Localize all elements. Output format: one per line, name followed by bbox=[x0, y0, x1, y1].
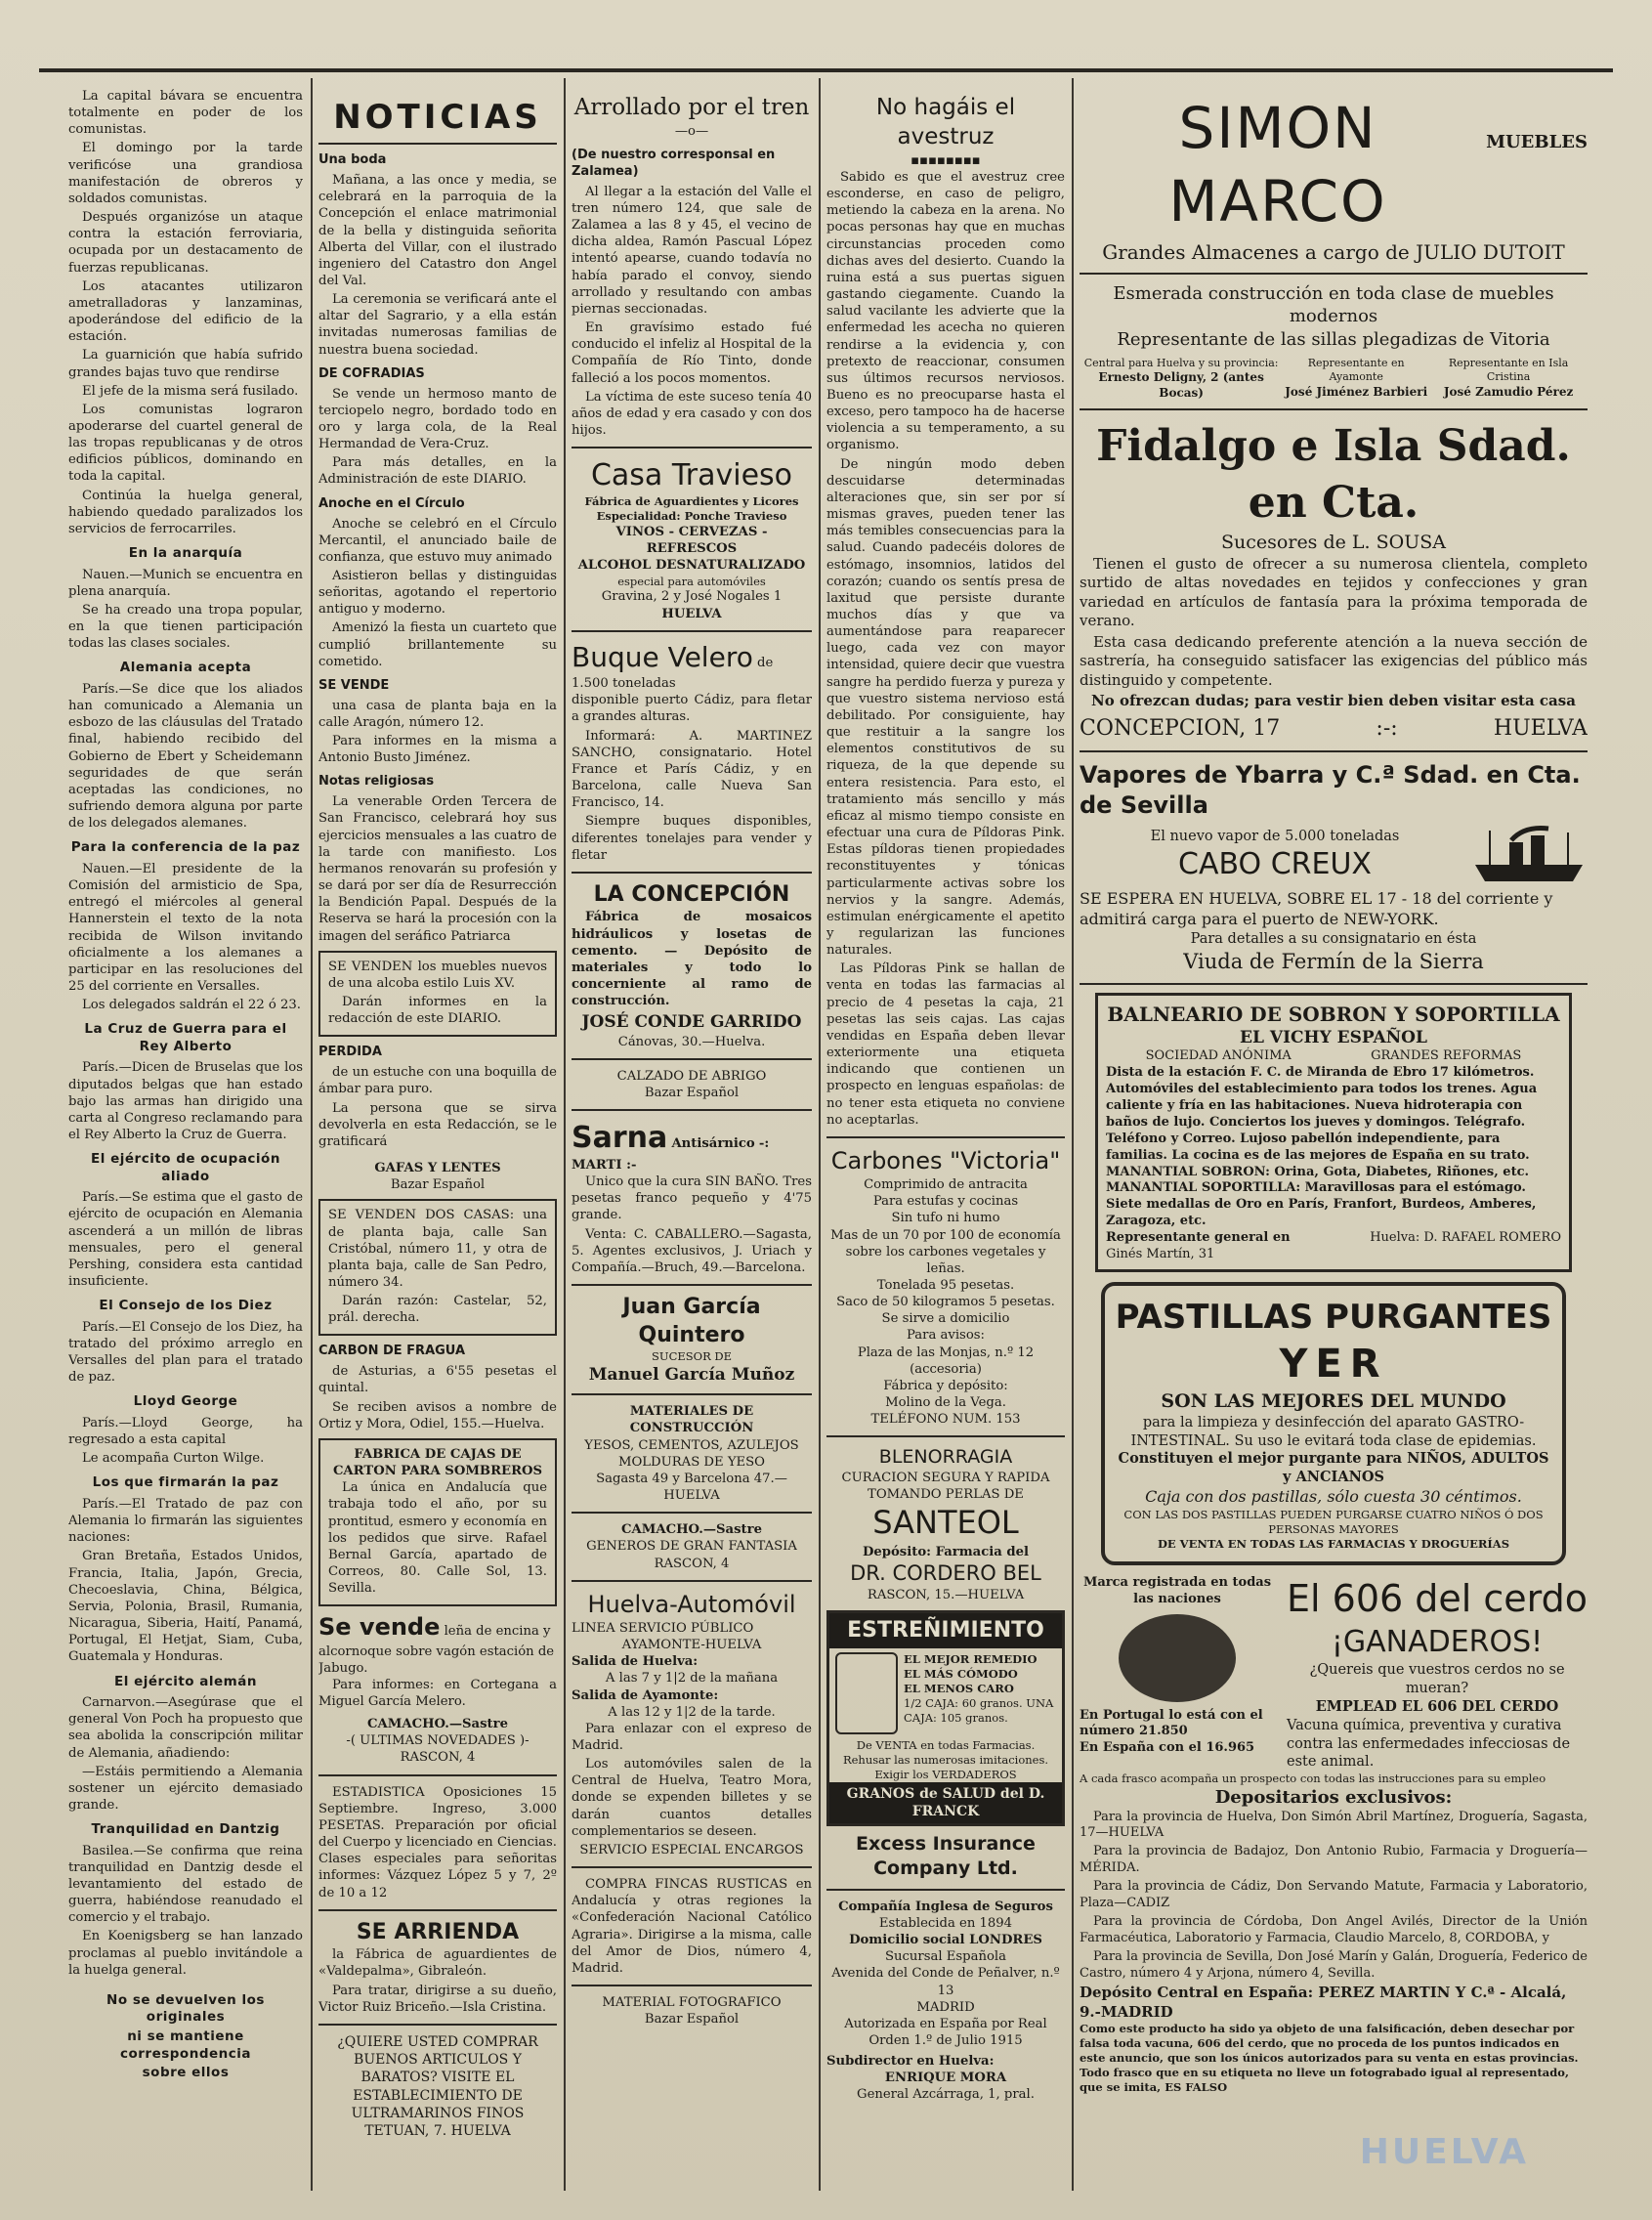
rep-role: Representante en Ayamonte bbox=[1307, 356, 1405, 384]
paragraph: Gran Bretaña, Estados Unidos, Francia, Italia, Japón, Grecia, Checoeslavia, China, Bélgica, Servia, Polonia, Brasil, Rumania, Nicaragua, Siberia, Haití, Panamá, Portugal, El Hetjat, Siam, Cuba, Guatemala y Honduras. bbox=[68, 1549, 303, 1665]
representative bbox=[1429, 357, 1588, 401]
paragraph: París.—Se estima que el gasto de ejército de ocupación en Alemania ascenderá a un millón de libras mensuales, pero el general Pershing, considera esta cantidad insuficiente. bbox=[68, 1190, 303, 1290]
column-divider bbox=[564, 78, 566, 2191]
paragraph: París.—El Consejo de los Diez, ha tratado del próximo arreglo en Versalles del plan para el tratado de paz. bbox=[68, 1319, 303, 1386]
carbon-line: Mas de un 70 por 100 de economía sobre los carbones vegetales y leñas. bbox=[830, 1227, 1061, 1276]
carbon-line: Molino de la Vega. bbox=[885, 1395, 1006, 1411]
depositary-line: Para la provincia de Huelva, Don Simón Abril Martínez, Droguería, Sagasta, 17—HUELVA bbox=[1080, 1809, 1588, 1841]
paragraph: La guarnición que había sufrido grandes bajas tuvo que rendirse bbox=[68, 348, 303, 380]
section-heading: Los que firmarán la paz bbox=[92, 1474, 279, 1491]
product-box-image bbox=[835, 1652, 898, 1734]
carbon-line: Para avisos: bbox=[907, 1328, 985, 1344]
paragraph: El domingo por la tarde verificóse una grandiosa manifestación de obreros y soldados comunistas. bbox=[68, 141, 303, 206]
ad-muebles: SE VENDEN los muebles nuevos de una alcoba estilo Luis XV. Darán informes en la redacción de este DIARIO. bbox=[318, 951, 557, 1038]
paragraph: La ceremonia se verificará ante el altar del Sagrario, y a ella están invitadas numerosas familias de nuestra buena sociedad. bbox=[318, 292, 557, 358]
section-heading: Anoche en el Círculo bbox=[318, 495, 465, 511]
rep-role: Central para Huelva y su provincia: bbox=[1083, 356, 1279, 369]
paragraph: París.—Se dice que los aliados han comunicado a Alemania un esbozo de las cláusulas del Tratado final, habiendo recibido del Gobierno de Ebert y Scheidemann seguridades de que serán aceptadas las condiciones, no sufriendo demora alguna por parte de los delegados alemanes. bbox=[68, 681, 303, 832]
carbon-line: Plaza de las Monjas, n.º 12 (accesoria) bbox=[857, 1345, 1035, 1377]
pig-icon bbox=[1119, 1614, 1236, 1702]
section-heading: SE VENDE bbox=[318, 677, 390, 693]
paragraph: Los atacantes utilizaron ametralladoras y lanzaminas, apoderándose del edificio de la estación. bbox=[68, 278, 303, 345]
carbon-line: Fábrica y depósito: bbox=[883, 1378, 1008, 1393]
paragraph: Para informes en la misma a Antonio Busto Jiménez. bbox=[318, 734, 557, 766]
paragraph: Mañana, a las once y media, se celebrará en la parroquia de la Concepción el enlace matrimonial de la bella y distinguida señorita Alberta del Villar, con el ilustrado ingeniero del Catastro don Angel del Val. bbox=[318, 173, 557, 289]
depositary-line: Para la provincia de Sevilla, Don José Marín y Galán, Droguería, Federico de Castro, número 4 y Arjona, número 4, Sevilla. bbox=[1080, 1948, 1588, 1981]
column-avestruz: No hagáis el avestruz ▪▪▪▪▪▪▪▪ Sabido es que el avestruz cree esconderse, en caso de peligro, metiendo la cabeza en la arena. No pocas personas hay que en muchas circunstancias proceden como dichas aves del desierto. Cuando la ruina está a sus puertas siguen gastando ciegamente. Cuando la salud vacilante les advierte que la enfermedad les acecha no quieren rendirse a la evidencia y, con pretexto de reaccionar, consumen sus últimos recursos nerviosos. Bueno es no preocuparse hasta el exceso, pero tampoco ha de hacerse violencia a su temperamento, a su organismo. De ningún modo deben descuidarse determinadas alteraciones que, sin ser por sí mismas graves, pueden tener las más temibles consecuencias para la salud. Cuando padecéis dolores de estómago, insomnios, latidos del corazón; cuando os sentís presa de laxitud que persiste durante muchos días y que va aumentándose para reaparecer luego, cada vez con mayor intensidad, quiere decir que vuestra sangre ha perdido fuerza y pureza y que vuestro sistema nervioso está debilitado. Por consiguiente, hay que restituir a la sangre los elementos constitutivos de su riqueza, de la que depende su entera resistencia. Para esto, el tratamiento más sencillo y más eficaz al mismo tiempo consiste en efectuar una cura de Píldoras Pink. Estas píldoras tienen propiedades reconstituyentes y tónicas particularmente activas sobre los nervios y la sangre. Además, estimulan enérgicamente el apetito y regularizan las funciones naturales. Las Píldoras Pink se hallan de venta en todas las farmacias al precio de 4 pesetas la caja, 21 pesetas las seis cajas. Las cajas vendidas en España deben llevar exteriormente una etiqueta indicando que contienen un prospecto en lenguas españolas: de no tener esta etiqueta no conviene no aceptarlas. Carbones "Victoria" Comprimido de antracita Para estufas y cocinas Sin tufo ni humo Mas de un 70 por 100 de economía sobre los carbones vegetales y leñas. Tonelada 95 pesetas. Saco de 50 kilogramos 5 pesetas. Se sirve a domicilio Para avisos: Plaza de las Monjas, n.º 12 (accesoria) Fábrica y depósito: Molino de la Vega. TELÉFONO NUM. 153 BLENORRAGIA CURACION SEGURA Y RAPIDA TOMANDO PERLAS DE SANTEOL Depósito: Farmacia del DR. CORDERO BEL RASCON, 15.—HUELVA ESTREÑIMIENTO EL MEJOR REMEDIO EL MÁS CÓMODO EL MENOS CARO 1/2 CAJA: 60 granos. UNA CAJA: 105 granos. De VENTA en todas Farmacias. Rehusar las numerosas imitaciones. Exigir los VERDADEROS GRANOS de SALUD del D. FRANCK Excess Insurance Company Ltd. Compañía Inglesa de Seguros Establecida en 1894 Domicilio social LONDRES Sucursal Española Avenida del Conde de Peñalver, n.º 13 MADRID Autorizada en España por Real Orden 1.º de Julio 1915 Subdirector en Huelva: ENRIQUE MORA General Azcárraga, 1, pral. bbox=[826, 95, 1065, 2103]
paragraph: Los delegados saldrán el 22 ó 23. bbox=[82, 998, 302, 1013]
paragraph: El jefe de la misma será fusilado. bbox=[82, 383, 299, 399]
article-title: No hagáis el avestruz bbox=[875, 95, 1016, 149]
paragraph: Las Píldoras Pink se hallan de venta en todas las farmacias al precio de 4 pesetas la caja, 21 pesetas las seis cajas. Las cajas vendidas en España deben llevar exteriormente una etiqueta indicando que contienen un prospecto en lenguas españolas: de no tener esta etiqueta no conviene no aceptarlas. bbox=[826, 961, 1065, 1128]
watermark: HUELVA bbox=[1359, 2132, 1529, 2173]
paragraph: Le acompaña Curton Wilge. bbox=[82, 1451, 265, 1467]
paragraph: La venerable Orden Tercera de San Francisco, celebrará hoy sus ejercicios mensuales a las cuatro de la tarde con manifiesto. Los hermanos renovarán su profesión y se dará por ser día de Resurrección la Bendición Papal. Después de la Reserva se hará la procesión con la imagen del seráfico Patriarca bbox=[318, 794, 557, 944]
paragraph: Basilea.—Se confirma que reina tranquilidad en Dantzig desde el levantamiento del estado de guerra, habiéndose reanudado el comercio y el trabajo. bbox=[68, 1843, 303, 1926]
paragraph: una casa de planta baja en la calle Aragón, número 12. bbox=[318, 698, 557, 730]
paragraph: —Estáis permitiendo a Alemania sostener un ejército demasiado grande. bbox=[68, 1764, 303, 1813]
depositary-line: Para la provincia de Córdoba, Don Angel Avilés, Director de la Unión Farmacéutica, Laboratorio y Farmacia, Claudio Marcelo, 8, CORDOBA, y bbox=[1080, 1913, 1588, 1945]
section-heading: DE COFRADIAS bbox=[318, 365, 425, 381]
section-heading: La Cruz de Guerra para el Rey Alberto bbox=[84, 1021, 287, 1054]
representative bbox=[1283, 357, 1429, 401]
column-advertisements: SIMON MARCO MUEBLES Grandes Almacenes a cargo de JULIO DUTOIT Esmerada construcción en toda clase de muebles modernos Representante de las sillas plegadizas de Vitoria Central para Huelva y su provincia: Ernesto Deligny, 2 (antes Bocas) Representante en Ayamonte José Jiménez Barbieri Representante en Isla Cristina José Zamudio Pérez Fidalgo e Isla Sdad. en Cta. Sucesores de L. SOUSA Tienen el gusto de ofrecer a su numerosa clientela, completo surtido de altas novedades en tejidos y confecciones y gran variedad en artículos de fantasía para la próxima temporada de verano. Esta casa dedicando preferente atención a la nueva sección de sastrería, ha conseguido satisfacer las exigencias del público más distinguido y competente. No ofrezcan dudas; para vestir bien deben visitar esta casa CONCEPCION, 17 :-: HUELVA Vapores de Ybarra y C.ª Sdad. en Cta. de Sevilla El nuevo vapor de 5.000 toneladas CABO CREUX SE ESPERA EN HUELVA, SOBRE EL 17 - 18 del corriente y admitirá carga para el puerto de NEW-YORK. Para detalles a su consignatario en ésta Viuda de Fermín de la Sierra BALNEARIO DE SOBRON Y SOPORTILLA EL VICHY ESPAÑOL SOCIEDAD ANÓNIMA GRANDES REFORMAS Dista de la estación F. C. de Miranda de Ebro 17 kilómetros. Automóviles del establecimiento para todos los trenes. Agua caliente y fría en las habitaciones. Nueva hidroterapia con baños de lujo. Conciertos los jueves y domingos. Telégrafo. Teléfono y Correo. Lujoso pabellón independiente, para familias. La cocina es de las mejores de España en su trato. MANANTIAL SOBRON: Orina, Gota, Diabetes, Riñones, etc. MANANTIAL SOPORTILLA: Maravillosas para el estómago. Siete medallas de Oro en París, Franfort, Burdeos, Amberes, Zaragoza, etc. Representante general en Huelva: D. RAFAEL ROMERO Ginés Martín, 31 PASTILLAS PURGANTES YER SON LAS MEJORES DEL MUNDO para la limpieza y desinfección del aparato GASTRO-INTESTINAL. Su uso le evitará toda clase de epidemias. Constituyen el mejor purgante para NIÑOS, ADULTOS y ANCIANOS Caja con dos pastillas, sólo cuesta 30 céntimos. CON LAS DOS PASTILLAS PUEDEN PURGARSE CUATRO NIÑOS Ó DOS PERSONAS MAYORES DE VENTA EN TODAS LAS FARMACIAS Y DROGUERÍAS Marca registrada en todas las naciones En Portugal lo está con el número 21.850 En España con el 16.965 El 606 del cerdo ¡GANADEROS! ¿Quereis que vuestros cerdos no se mueran? EMPLEAD EL 606 DEL CERDO Vacuna química, preventiva y curativa contra las enfermedades infecciosas de este animal. A cada frasco acompaña un prospecto con todas las instrucciones para su empleo Depositarios exclusivos: Para la provincia de Huelva, Don Simón Abril Martínez, Droguería, Sagasta, 17—HUELVA Para la provincia de Badajoz, Don Antonio Rubio, Farmacia y Droguería—MÉRIDA. Para la provincia de Cádiz, Don Servando Matute, Farmacia y Laboratorio, Plaza—CADIZ Para la provincia de Córdoba, Don Angel Avilés, Director de la Unión Farmacéutica, Laboratorio y Farmacia, Claudio Marcelo, 8, CORDOBA, y Para la provincia de Sevilla, Don José Marín y Galán, Droguería, Federico de Castro, número 4 y Arjona, número 4, Sevilla. Depósito Central en España: PEREZ MARTIN Y C.ª - Alcalá, 9.-MADRID Como este producto ha sido ya objeto de una falsificación, deben desechar por falsa toda vacuna, 606 del cerdo, que no proceda de los puntos indicados en este anuncio, que son los únicos autorizados para su venta en estas provincias. Todo frasco que en su etiqueta no lleve un fotograbado igual al representado, que se imita, ES FALSO HUELVA bbox=[1080, 88, 1588, 2200]
section-heading: En la anarquía bbox=[128, 545, 243, 562]
steamship-icon bbox=[1470, 821, 1588, 889]
section-heading: El Consejo de los Diez bbox=[99, 1298, 273, 1314]
paragraph: La capital bávara se encuentra totalmente en poder de los comunistas. bbox=[68, 89, 303, 138]
simon-marco-title: SIMON MARCO bbox=[1168, 95, 1387, 235]
column-divider bbox=[819, 78, 821, 2191]
representative bbox=[1080, 357, 1283, 401]
paragraph: Se vende un hermoso manto de terciopelo negro, bordado todo en oro y larga cola, de la Real Hermandad de Vera-Cruz. bbox=[318, 386, 557, 452]
rep-name: José Zamudio Pérez bbox=[1443, 384, 1574, 399]
paragraph: La víctima de este suceso tenía 40 años de edad y era casado y con dos hijos. bbox=[572, 389, 812, 439]
paragraph: Al llegar a la estación del Valle el tren número 124, que sale de Zalamea a las 8 y 45, el vecino de dicha aldea, Ramón Pascual López intentó apearse, cuando todavía no había parado el convoy, siendo arrollado y resultando con ambas piernas seccionadas. bbox=[572, 184, 812, 317]
paragraph: Se ha creado una tropa popular, en la que tienen participación todas las clases sociales. bbox=[68, 602, 303, 652]
paragraph: De ningún modo deben descuidarse determinadas alteraciones que, sin ser por sí mismas graves, pueden tener las más temibles consecuencias para la salud. Cuando padecéis dolores de estómago, insomnios, latidos del corazón; cuando os sentís presa de laxitud que persiste durante muchos días y que va aumentándose para reaparecer luego, cada vez con mayor intensidad, quiere decir que vuestra sangre ha perdido fuerza y pureza y que vuestro sistema nervioso está debilitado. Por consiguiente, hay que restituir a la sangre los elementos constitutivos de su riqueza, de la que depende su entera resistencia. Para esto, el tratamiento más sencillo y más eficaz al mismo tiempo consiste en efectuar una cura de Píldoras Pink. Estas píldoras tienen propiedades reconstituyentes y tónicas particularmente activas sobre los nervios y la sangre. Además, estimulan enérgicamente el apetito y regularizan las funciones naturales. bbox=[826, 456, 1065, 959]
paragraph: Carnarvon.—Asegúrase que el general Von Poch ha propuesto que sea abolida la conscripción militar de Alemania, añadiendo: bbox=[68, 1695, 303, 1761]
section-heading: El ejército de ocupación aliado bbox=[91, 1151, 280, 1184]
column-arrollado: Arrollado por el tren —o— (De nuestro corresponsal en Zalamea) Al llegar a la estación del Valle el tren número 124, que sale de Zalamea a las 8 y 45, el vecino de dicha aldea, Ramón Pascual López intentó apearse, cuando todavía no había parado el convoy, siendo arrollado y resultando con ambas piernas seccionadas. En gravísimo estado fué conducido el infeliz al Hospital de la Compañía de Río Tinto, donde falleció a los pocos momentos. La víctima de este suceso tenía 40 años de edad y era casado y con dos hijos. Casa Travieso Fábrica de Aguardientes y Licores Especialidad: Ponche Travieso VINOS - CERVEZAS - REFRESCOS ALCOHOL DESNATURALIZADO especial para automóviles Gravina, 2 y José Nogales 1 HUELVA Buque Velero de 1.500 toneladas disponible puerto Cádiz, para fletar a grandes alturas. Informará: A. MARTINEZ SANCHO, consignatario. Hotel France et París Cádiz, y en Barcelona, calle Nueva San Francisco, 14. Siempre buques disponibles, diferentes tonelajes para vender y fletar LA CONCEPCIÓN Fábrica de mosaicos hidráulicos y losetas de cemento. — Depósito de materiales y todo lo concerniente al ramo de construcción. JOSÉ CONDE GARRIDO Cánovas, 30.—Huelva. CALZADO DE ABRIGO Bazar Español Sarna Antisárnico -: MARTI :- Unico que la cura SIN BAÑO. Tres pesetas franco pequeño y 4'75 grande. Venta: C. CABALLERO.—Sagasta, 5. Agentes exclusivos, J. Uriach y Compañía.—Bruch, 49.—Barcelona. Juan García Quintero SUCESOR DE Manuel García Muñoz MATERIALES DE CONSTRUCCIÓN YESOS, CEMENTOS, AZULEJOS MOLDURAS DE YESO Sagasta 49 y Barcelona 47.—HUELVA CAMACHO.—Sastre GENEROS DE GRAN FANTASIA RASCON, 4 Huelva-Automóvil LINEA SERVICIO PÚBLICO AYAMONTE-HUELVA Salida de Huelva: A las 7 y 1|2 de la mañana Salida de Ayamonte: A las 12 y 1|2 de la tarde. Para enlazar con el expreso de Madrid. Los automóviles salen de la Central de Huelva, Teatro Mora, donde se expenden billetes y se darán cuantos detalles complementarios se deseen. SERVICIO ESPECIAL ENCARGOS COMPRA FINCAS RUSTICAS en Andalucía y otras regiones la «Confederación Nacional Católico Agraria». Dirigirse a la misma, calle del Amor de Dios, número 4, Madrid. MATERIAL FOTOGRAFICO Bazar Español bbox=[572, 95, 812, 2028]
section-heading: Para la conferencia de la paz bbox=[70, 839, 301, 856]
column-news-germany bbox=[68, 88, 303, 2200]
paragraph: Después organizóse un ataque contra la estación ferroviaria, ocupada por un destacamento de fuerzas republicanas. bbox=[68, 210, 303, 276]
carbon-line: Para estufas y cocinas bbox=[872, 1194, 1019, 1210]
section-heading: Tranquilidad en Dantzig bbox=[91, 1821, 280, 1838]
carbon-line: Sin tufo ni humo bbox=[891, 1211, 1000, 1226]
paragraph: Nauen.—Munich se encuentra en plena anarquía. bbox=[68, 567, 303, 599]
paragraph: París.—Lloyd George, ha regresado a esta capital bbox=[68, 1415, 303, 1448]
section-heading: Notas religiosas bbox=[318, 774, 435, 790]
carbon-line: Comprimido de antracita bbox=[864, 1177, 1028, 1193]
footer-note: No se devuelven los originales bbox=[106, 1991, 265, 2026]
carbon-line: Saco de 50 kilogramos 5 pesetas. bbox=[836, 1295, 1055, 1310]
rep-role: Representante en Isla Cristina bbox=[1448, 356, 1569, 384]
paragraph: Asistieron bellas y distinguidas señoritas, agotando el repertorio antiguo y moderno. bbox=[318, 568, 557, 618]
carbon-line: Tonelada 95 pesetas. bbox=[876, 1277, 1015, 1293]
noticias-masthead: NOTICIAS bbox=[318, 96, 557, 145]
carbon-line: TELÉFONO NUM. 153 bbox=[870, 1412, 1021, 1428]
paragraph: Anoche se celebró en el Círculo Mercantil, el anunciado baile de confianza, que estuvo muy animado bbox=[318, 516, 557, 565]
paragraph: París.—Dicen de Bruselas que los diputados belgas que han estado bajo las armas han dirigido una carta al Congreso reclamando para el Rey Alberto la Cruz de Guerra. bbox=[68, 1060, 303, 1143]
section-heading: El ejército alemán bbox=[114, 1673, 257, 1689]
paragraph: En Koenigsberg se han lanzado proclamas al pueblo invitándole a la huelga general. bbox=[68, 1929, 303, 1978]
column-noticias: NOTICIAS Una boda Mañana, a las once y media, se celebrará en la parroquia de la Concepción el enlace matrimonial de la bella y distinguida señorita Alberta del Villar, con el ilustrado ingeniero del Catastro don Angel del Val. La ceremonia se verificará ante el altar del Sagrario, y a ella están invitadas numerosas familias de nuestra buena sociedad. DE COFRADIAS Se vende un hermoso manto de terciopelo negro, bordado todo en oro y larga cola, de la Real Hermandad de Vera-Cruz. Para más detalles, en la Administración de este DIARIO. Anoche en el Círculo Anoche se celebró en el Círculo Mercantil, el anunciado baile de confianza, que estuvo muy animado Asistieron bellas y distinguidas señoritas, agotando el repertorio antiguo y moderno. Amenizó la fiesta un cuarteto que cumplió brillantemente su cometido. SE VENDE una casa de planta baja en la calle Aragón, número 12. Para informes en la misma a Antonio Busto Jiménez. Notas religiosas La venerable Orden Tercera de San Francisco, celebrará hoy sus ejercicios mensuales a las cuatro de la tarde con manifiesto. Los hermanos renovarán su profesión y se dará por ser día de Resurrección la Bendición Papal. Después de la Reserva se hará la procesión con la imagen del seráfico Patriarca SE VENDEN los muebles nuevos de una alcoba estilo Luis XV. Darán informes en la redacción de este DIARIO. PERDIDA de un estuche con una boquilla de ámbar para puro. La persona que se sirva devolverla en esta Redacción, se le gratificará GAFAS Y LENTES Bazar Español SE VENDEN DOS CASAS: una de planta baja, calle San Cristóbal, número 11, y otra de planta baja, calle de San Pedro, número 34. Darán razón: Castelar, 52, prál. derecha. CARBON DE FRAGUA de Asturias, a 6'55 pesetas el quintal. Se reciben avisos a nombre de Ortiz y Mora, Odiel, 155.—Huelva. FABRICA DE CAJAS DE CARTON PARA SOMBREROS La única en Andalucía que trabaja todo el año, por su prontitud, esmero y economía en los pedidos que sirve. Rafael Bernal García, apartado de Correos, 80. Calle Sol, 13. Sevilla. Se vende leña de encina y alcornoque sobre vagón estación de Jabugo. Para informes: en Cortegana a Miguel García Melero. CAMACHO.—Sastre -( ULTIMAS NOVEDADES )- RASCON, 4 ESTADISTICA Oposiciones 15 Septiembre. Ingreso, 3.000 PESETAS. Preparación por oficial del Cuerpo y licenciado en Ciencias. Clases especiales para señoritas informes: Vázquez López 5 y 7, 2º de 10 a 12 SE ARRIENDA la Fábrica de aguardientes de «Valdepalma», Gibraleón. Para tratar, dirigirse a su dueño, Victor Ruiz Briceño.—Isla Cristina. ¿QUIERE USTED COMPRAR BUENOS ARTICULOS Y BARATOS? VISITE EL ESTABLECIMIENTO DE ULTRAMARINOS FINOS TETUAN, 7. HUELVA bbox=[318, 98, 557, 2139]
rep-name: José Jiménez Barbieri bbox=[1285, 384, 1428, 399]
paragraph: París.—El Tratado de paz con Alemania lo firmarán las siguientes naciones: bbox=[68, 1496, 303, 1546]
paragraph: Nauen.—El presidente de la Comisión del armisticio de Spa, entregó el miércoles al general Hannerstein el texto de la nota recibida de Wilson invitando oficialmente a los alemanes a participar en las resoluciones del 25 del corriente en Versalles. bbox=[68, 861, 303, 994]
footer-note: ni se mantiene correspondencia bbox=[119, 2028, 251, 2062]
article-title: Arrollado por el tren bbox=[573, 95, 810, 120]
paragraph: Sabido es que el avestruz cree esconderse, en caso de peligro, metiendo la cabeza en la arena. No pocas personas hay que en muchas circunstancias proceden como dichas aves del desierto. Cuando la ruina está a sus puertas siguen gastando ciegamente. Cuando la salud vacilante les advierte que la enfermedad les acecha no quieren rendirse a la evidencia y, con pretexto de reaccionar, consumen sus últimos recursos nerviosos. Bueno es no preocuparse hasta el exceso, pero tampoco ha de hacerse violencia a su temperamento, a su organismo. bbox=[826, 169, 1065, 453]
paragraph: En gravísimo estado fué conducido el infeliz al Hospital de la Compañía de Río Tinto, donde falleció a los pocos momentos. bbox=[572, 320, 812, 386]
top-rule bbox=[39, 68, 1613, 72]
paragraph: Amenizó la fiesta un cuarteto que cumplió brillantemente su cometido. bbox=[318, 620, 557, 669]
paragraph: Continúa la huelga general, habiendo quedado paralizados los servicios de ferrocarriles. bbox=[68, 488, 303, 536]
depositary-line: Para la provincia de Badajoz, Don Antonio Rubio, Farmacia y Droguería—MÉRIDA. bbox=[1080, 1844, 1588, 1876]
section-heading: Una boda bbox=[318, 152, 387, 168]
column-divider bbox=[1072, 78, 1074, 2191]
paragraph: Para más detalles, en la Administración de este DIARIO. bbox=[318, 455, 557, 488]
column-divider bbox=[311, 78, 313, 2191]
carbon-line: Se sirve a domicilio bbox=[881, 1311, 1010, 1327]
section-heading: Lloyd George bbox=[133, 1393, 238, 1410]
depositary-line: Para la provincia de Cádiz, Don Servando Matute, Farmacia y Laboratorio, Plaza—CADIZ bbox=[1080, 1879, 1588, 1910]
rep-name: Ernesto Deligny, 2 (antes Bocas) bbox=[1098, 370, 1264, 400]
section-heading: Alemania acepta bbox=[119, 660, 252, 676]
paragraph: Los comunistas lograron apoderarse del cuartel general de las tropas republicanas y de otros edificios públicos, dominando en toda la capital. bbox=[68, 402, 303, 485]
footer-note: sobre ellos bbox=[142, 2065, 230, 2081]
